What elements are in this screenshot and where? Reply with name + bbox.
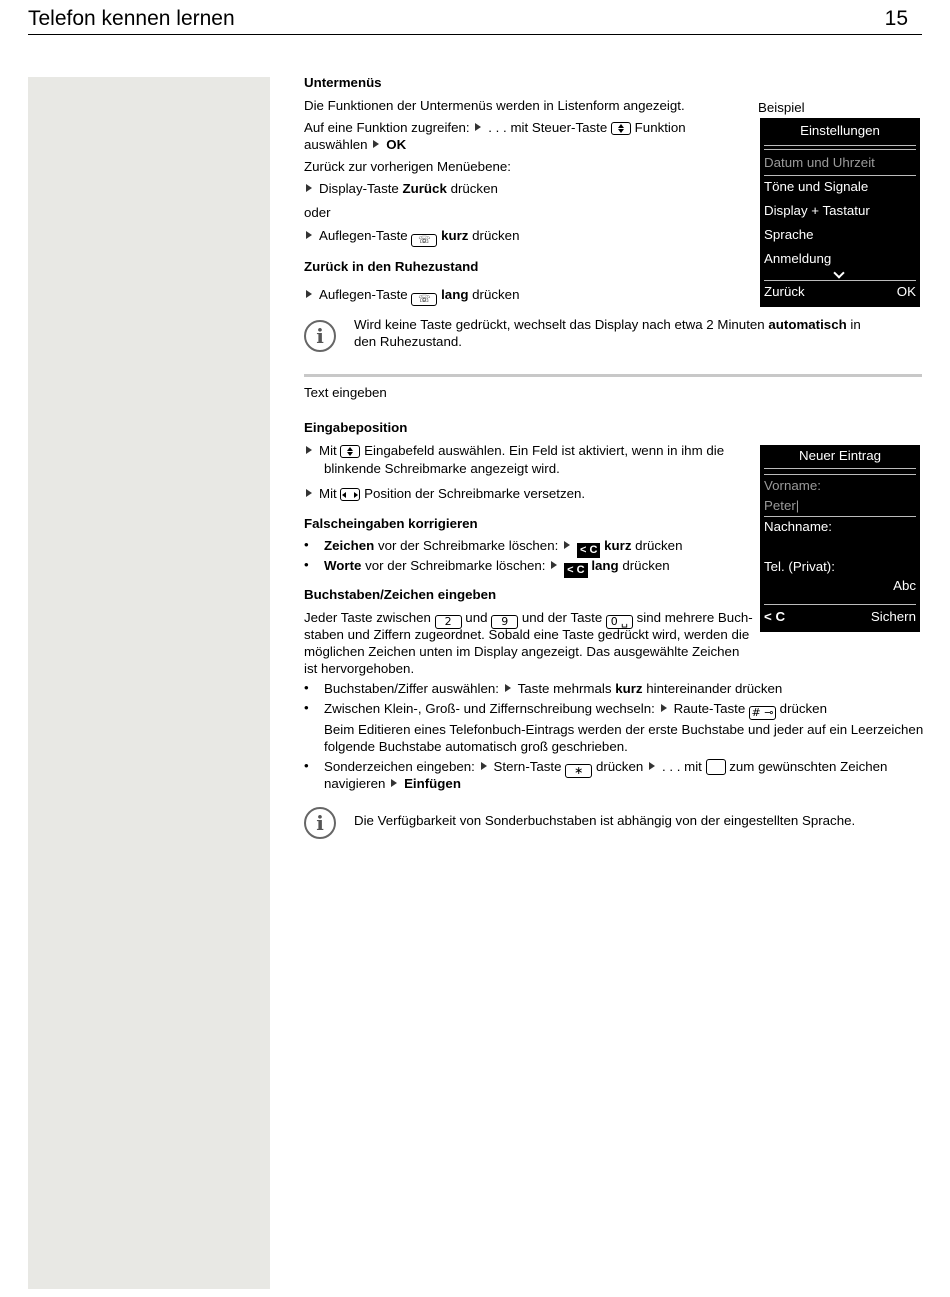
triangle-right-icon bbox=[551, 561, 557, 569]
end-call-key-icon: ☏ bbox=[411, 293, 437, 306]
or-label: oder bbox=[304, 205, 331, 220]
example-settings-screen bbox=[760, 118, 920, 307]
bullet-dot: • bbox=[304, 537, 309, 552]
subheading-falscheingaben: Falscheingaben korrigieren bbox=[304, 516, 478, 531]
b3-a: Sonderzeichen eingeben: bbox=[324, 759, 475, 774]
screen-item-selected: Datum und Uhrzeit bbox=[764, 155, 875, 170]
screen-divider bbox=[764, 468, 916, 469]
falsch-bullet-2 bbox=[324, 557, 670, 578]
p1-d: sind mehrere Buch- bbox=[636, 610, 753, 625]
delete-key-icon: < C bbox=[564, 563, 587, 578]
falsch-b2-bold: Worte bbox=[324, 558, 362, 573]
section-separator bbox=[304, 374, 922, 377]
nav-key-icon bbox=[611, 122, 631, 135]
b2-a: Zwischen Klein-, Groß- und Ziffernschreibung wechseln: bbox=[324, 701, 655, 716]
info-text-a: Wird keine Taste gedrückt, wechselt das Display nach etwa 2 Minuten bbox=[354, 317, 765, 332]
b3-einfuegen: Einfügen bbox=[404, 776, 461, 791]
info-text-c: in bbox=[850, 317, 861, 332]
s1-text-b: Eingabefeld auswählen. Ein Feld ist aktiviert, wenn in ihm die bbox=[364, 443, 725, 458]
entry-field-label-vorname: Vorname: bbox=[764, 478, 821, 493]
triangle-right-icon bbox=[306, 184, 312, 192]
bullet-dot: • bbox=[304, 680, 309, 695]
triangle-right-icon bbox=[481, 762, 487, 770]
falsch-b2-druecken: drücken bbox=[622, 558, 670, 573]
step1-bold: Zurück bbox=[402, 181, 447, 196]
bullet-dot: • bbox=[304, 557, 309, 572]
entry-screen-title: Neuer Eintrag bbox=[798, 448, 882, 463]
buchstaben-note-1: Beim Editieren eines Telefonbuch-Eintrags werden der erste Buchstabe und jeder auf ein Leerzeichen bbox=[324, 722, 924, 737]
p1-a: Jeder Taste zwischen bbox=[304, 610, 431, 625]
untermenues-access-line bbox=[304, 119, 686, 136]
entry-field-value-vorname: Peter| bbox=[764, 498, 800, 513]
access-text-d: auswählen bbox=[304, 137, 368, 152]
entry-field-label-nachname: Nachname: bbox=[764, 519, 832, 534]
left-right-key-icon bbox=[340, 488, 360, 501]
screen-divider bbox=[764, 280, 916, 281]
step1-text: Display-Taste bbox=[319, 181, 399, 196]
ruhezustand-info-2: den Ruhezustand. bbox=[354, 334, 462, 349]
entry-softkey-left: < C bbox=[764, 609, 786, 624]
screen-softkey-left: Zurück bbox=[764, 284, 805, 299]
falsch-b1-text: vor der Schreibmarke löschen: bbox=[377, 538, 559, 553]
b2-c: drücken bbox=[779, 701, 827, 716]
b3-f: navigieren bbox=[324, 776, 386, 791]
falsch-b2-text: vor der Schreibmarke löschen: bbox=[365, 558, 546, 573]
triangle-right-icon bbox=[306, 290, 312, 298]
back-label: Zurück zur vorherigen Menüebene: bbox=[304, 159, 511, 174]
ruhe-bold: lang bbox=[441, 287, 469, 302]
untermenues-access-line2 bbox=[304, 136, 406, 153]
screen-title: Einstellungen bbox=[800, 123, 880, 138]
eingabe-step-1-cont: blinkende Schreibmarke angezeigt wird. bbox=[324, 461, 560, 476]
step2-text-c: drücken bbox=[472, 228, 520, 243]
end-call-key-icon: ☏ bbox=[411, 234, 437, 247]
screen-divider bbox=[764, 145, 916, 146]
untermenues-intro: Die Funktionen der Untermenüs werden in Listenform angezeigt. bbox=[304, 98, 685, 113]
nav-key-icon bbox=[340, 445, 360, 458]
ruhe-text: Auflegen-Taste bbox=[319, 287, 408, 302]
buchstaben-bullet-1 bbox=[324, 680, 782, 697]
chevron-down-icon bbox=[833, 267, 844, 278]
triangle-right-icon bbox=[505, 684, 511, 692]
screen-divider bbox=[764, 175, 916, 176]
triangle-right-icon bbox=[564, 541, 570, 549]
step1-text-c: drücken bbox=[450, 181, 498, 196]
b3-e: zum gewünschten Zeichen bbox=[729, 759, 888, 774]
eingabe-step-2 bbox=[304, 485, 585, 502]
triangle-right-icon bbox=[306, 446, 312, 454]
triangle-right-icon bbox=[373, 140, 379, 148]
s2-text-b: Position der Schreibmarke versetzen. bbox=[364, 486, 586, 501]
b3-c: drücken bbox=[595, 759, 644, 774]
bullet-dot: • bbox=[304, 700, 309, 715]
triangle-right-icon bbox=[475, 123, 481, 131]
bullet-dot: • bbox=[304, 758, 309, 773]
ruhezustand-step bbox=[304, 286, 519, 306]
new-entry-screen bbox=[760, 445, 920, 632]
subheading-eingabeposition: Eingabeposition bbox=[304, 420, 408, 435]
p1-b: und bbox=[465, 610, 488, 625]
key-9-icon: 9 bbox=[491, 615, 518, 629]
ruhezustand-info bbox=[354, 316, 861, 333]
screen-item: Töne und Signale bbox=[764, 179, 869, 194]
p1-c: und der Taste bbox=[521, 610, 603, 625]
key-2-icon: 2 bbox=[435, 615, 462, 629]
b3-d: . . . mit bbox=[661, 759, 702, 774]
buchstaben-p4: ist hervorgehoben. bbox=[304, 661, 415, 676]
falsch-b1-druecken: drücken bbox=[635, 538, 683, 553]
b1-kurz: kurz bbox=[615, 681, 643, 696]
access-text: Auf eine Funktion zugreifen: bbox=[304, 120, 470, 135]
buchstaben-p2: staben und Ziffern zugeordnet. Sobald eine Taste gedrückt wird, werden die bbox=[304, 627, 750, 642]
back-step-1 bbox=[304, 180, 498, 197]
triangle-right-icon bbox=[306, 231, 312, 239]
entry-field-label-tel: Tel. (Privat): bbox=[764, 559, 835, 574]
star-key-icon: ∗ bbox=[565, 764, 592, 778]
info-icon: i bbox=[304, 320, 336, 352]
key-0-icon: 0 ␣ bbox=[606, 615, 633, 629]
b3-b: Stern-Taste bbox=[493, 759, 562, 774]
falsch-bullet-1 bbox=[324, 537, 682, 558]
buchstaben-p3: möglichen Zeichen unten im Display angezeigt. Das ausgewählte Zeichen bbox=[304, 644, 740, 659]
screen-divider bbox=[764, 604, 916, 605]
example-caption: Beispiel bbox=[758, 100, 805, 115]
triangle-right-icon bbox=[661, 704, 667, 712]
left-sidebar-panel bbox=[28, 77, 270, 1289]
section-heading-untermenues: Untermenüs bbox=[304, 75, 382, 90]
four-way-nav-key-icon bbox=[706, 759, 726, 775]
ok-label: OK bbox=[386, 137, 407, 152]
falsch-b1-kurz: kurz bbox=[604, 538, 632, 553]
page-number: 15 bbox=[884, 7, 908, 30]
falsch-b2-lang: lang bbox=[591, 558, 619, 573]
entry-input-mode: Abc bbox=[893, 578, 916, 593]
screen-divider bbox=[764, 149, 916, 150]
screen-divider bbox=[764, 516, 916, 517]
subheading-buchstaben: Buchstaben/Zeichen eingeben bbox=[304, 587, 497, 602]
screen-divider bbox=[764, 474, 916, 475]
screen-item: Anmeldung bbox=[764, 251, 832, 266]
screen-softkey-right: OK bbox=[896, 284, 916, 299]
b1-b: Taste mehrmals bbox=[517, 681, 612, 696]
info-icon: i bbox=[304, 807, 336, 839]
hash-key-icon: # ⊸ bbox=[749, 706, 776, 720]
triangle-right-icon bbox=[391, 779, 397, 787]
b2-b: Raute-Taste bbox=[673, 701, 746, 716]
s2-text-a: Mit bbox=[319, 486, 337, 501]
entry-softkey-right: Sichern bbox=[870, 609, 916, 624]
access-text-b: . . . mit Steuer-Taste bbox=[488, 120, 608, 135]
section-heading-ruhezustand: Zurück in den Ruhezustand bbox=[304, 259, 479, 274]
screen-item: Display + Tastatur bbox=[764, 203, 870, 218]
section-heading-text-eingeben: Text eingeben bbox=[304, 385, 387, 400]
s1-text-a: Mit bbox=[319, 443, 337, 458]
falsch-b1-bold: Zeichen bbox=[324, 538, 375, 553]
access-text-c: Funktion bbox=[634, 120, 686, 135]
sonderbuchstaben-info: Die Verfügbarkeit von Sonderbuchstaben ist abhängig von der eingestellten Sprache. bbox=[354, 813, 856, 828]
ruhe-text-c: drücken bbox=[472, 287, 520, 302]
b1-a: Buchstaben/Ziffer auswählen: bbox=[324, 681, 499, 696]
step2-bold: kurz bbox=[441, 228, 469, 243]
header-rule bbox=[28, 34, 922, 35]
buchstaben-bullet-3-cont bbox=[324, 775, 461, 792]
eingabe-step-1 bbox=[304, 442, 724, 459]
info-bold: automatisch bbox=[768, 317, 847, 332]
page-header-title: Telefon kennen lernen bbox=[28, 7, 235, 30]
triangle-right-icon bbox=[306, 489, 312, 497]
delete-key-icon: < C bbox=[577, 543, 600, 558]
buchstaben-note-2: folgende Buchstabe automatisch groß geschrieben. bbox=[324, 739, 628, 754]
triangle-right-icon bbox=[649, 762, 655, 770]
buchstaben-bullet-2 bbox=[324, 700, 827, 720]
back-step-2 bbox=[304, 227, 519, 247]
step2-text: Auflegen-Taste bbox=[319, 228, 408, 243]
screen-item: Sprache bbox=[764, 227, 814, 242]
b1-d: hintereinander drücken bbox=[646, 681, 783, 696]
